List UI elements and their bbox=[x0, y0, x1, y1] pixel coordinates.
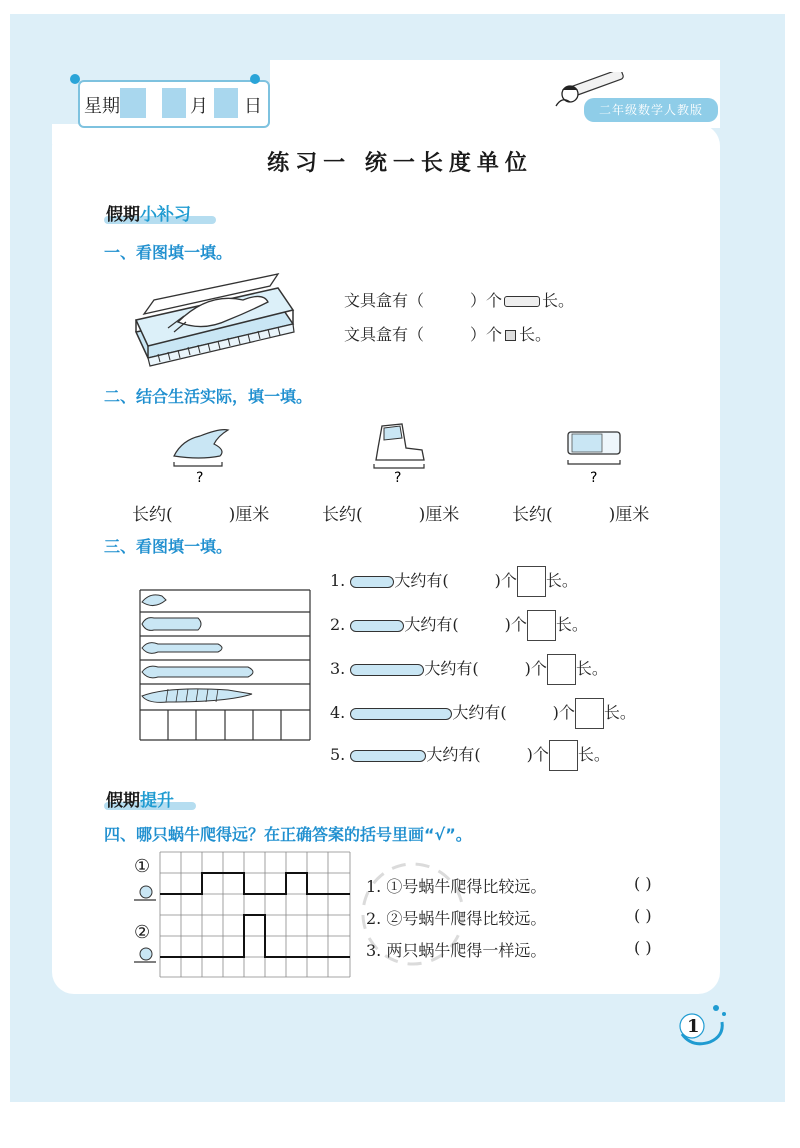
q2-item-3: 长约( )厘米 bbox=[512, 505, 650, 525]
q1-title: 一、看图填一填。 bbox=[104, 243, 233, 262]
answer-box[interactable] bbox=[517, 566, 546, 597]
item-number: 4. bbox=[330, 703, 346, 722]
q4-title: 四、哪只蜗牛爬得远？在正确答案的括号里画“√”。 bbox=[104, 825, 472, 844]
q4-option-text: 2. ②号蜗牛爬得比较远。 bbox=[366, 909, 547, 928]
object-icon bbox=[350, 664, 424, 676]
section-highlight: 提升 bbox=[140, 791, 174, 811]
week-cell[interactable] bbox=[120, 88, 146, 118]
snail-1-label: ① bbox=[134, 856, 151, 877]
q3-item: 2. 大约有( )个 长。 bbox=[330, 610, 588, 641]
q3-item: 3. 大约有( )个 长。 bbox=[330, 654, 608, 685]
page-title: 练习一 统一长度单位 bbox=[267, 151, 533, 176]
answer-box[interactable] bbox=[527, 610, 556, 641]
month-cell[interactable] bbox=[162, 88, 186, 118]
q4-option-text: 1. ①号蜗牛爬得比较远。 bbox=[366, 877, 547, 896]
q3-item: 4. 大约有( )个 长。 bbox=[330, 698, 636, 729]
q4-option-text: 3. 两只蜗牛爬得一样远。 bbox=[366, 941, 547, 960]
grade-badge: 二年级数学人教版 bbox=[584, 98, 718, 122]
section-label-review bbox=[106, 200, 191, 225]
page-number: 1 bbox=[687, 1016, 700, 1037]
q3-item: 1. 大约有( )个 长。 bbox=[330, 566, 578, 597]
pin-icon bbox=[70, 74, 80, 84]
measure-grid-figure bbox=[138, 588, 314, 744]
item-number: 2. bbox=[330, 615, 346, 634]
question-mark: ? bbox=[196, 470, 204, 486]
hand-icon bbox=[170, 420, 234, 486]
answer-box[interactable] bbox=[575, 698, 604, 729]
section-label-improve bbox=[106, 786, 174, 811]
shoe-icon bbox=[366, 418, 430, 486]
cube-unit-icon bbox=[505, 330, 516, 341]
q2-item-2: 长约( )厘米 bbox=[322, 505, 460, 525]
q1-line2: 文具盒有（ ）个 长。 bbox=[344, 325, 552, 344]
answer-box[interactable] bbox=[547, 654, 576, 685]
item-number: 3. bbox=[330, 659, 346, 678]
month-label: 月 bbox=[190, 96, 208, 117]
object-icon bbox=[350, 620, 404, 632]
section-prefix: 假期 bbox=[106, 205, 140, 225]
answer-box[interactable] bbox=[549, 740, 578, 771]
q2-item-1: 长约( )厘米 bbox=[132, 505, 270, 525]
section-prefix: 假期 bbox=[106, 791, 140, 811]
object-icon bbox=[350, 750, 426, 762]
snail-2-label: ② bbox=[134, 922, 151, 943]
q3-title: 三、看图填一填。 bbox=[104, 537, 233, 556]
eraser-icon bbox=[562, 426, 626, 488]
object-icon bbox=[350, 708, 452, 720]
svg-text:?: ? bbox=[394, 470, 402, 486]
q4-answer-paren[interactable]: ( ) bbox=[634, 906, 652, 925]
q4-answer-paren[interactable]: ( ) bbox=[634, 938, 652, 957]
object-icon bbox=[350, 576, 394, 588]
day-cell[interactable] bbox=[214, 88, 238, 118]
svg-text:?: ? bbox=[590, 470, 598, 486]
snail-path-grid bbox=[126, 850, 352, 980]
item-number: 1. bbox=[330, 571, 346, 590]
page-number-swirl-icon bbox=[676, 998, 732, 1050]
pencil-box-icon bbox=[128, 262, 298, 372]
q2-title: 二、结合生活实际，填一填。 bbox=[104, 387, 313, 406]
day-label: 日 bbox=[244, 96, 262, 117]
section-highlight: 小补习 bbox=[140, 205, 191, 225]
pin-icon bbox=[250, 74, 260, 84]
eraser-unit-icon bbox=[504, 296, 540, 307]
q3-item: 5. 大约有( )个 长。 bbox=[330, 740, 610, 771]
q4-answer-paren[interactable]: ( ) bbox=[634, 874, 652, 893]
q1-line1: 文具盒有（ ）个 长。 bbox=[344, 291, 575, 310]
item-number: 5. bbox=[330, 745, 346, 764]
week-label: 星期 bbox=[84, 96, 120, 117]
